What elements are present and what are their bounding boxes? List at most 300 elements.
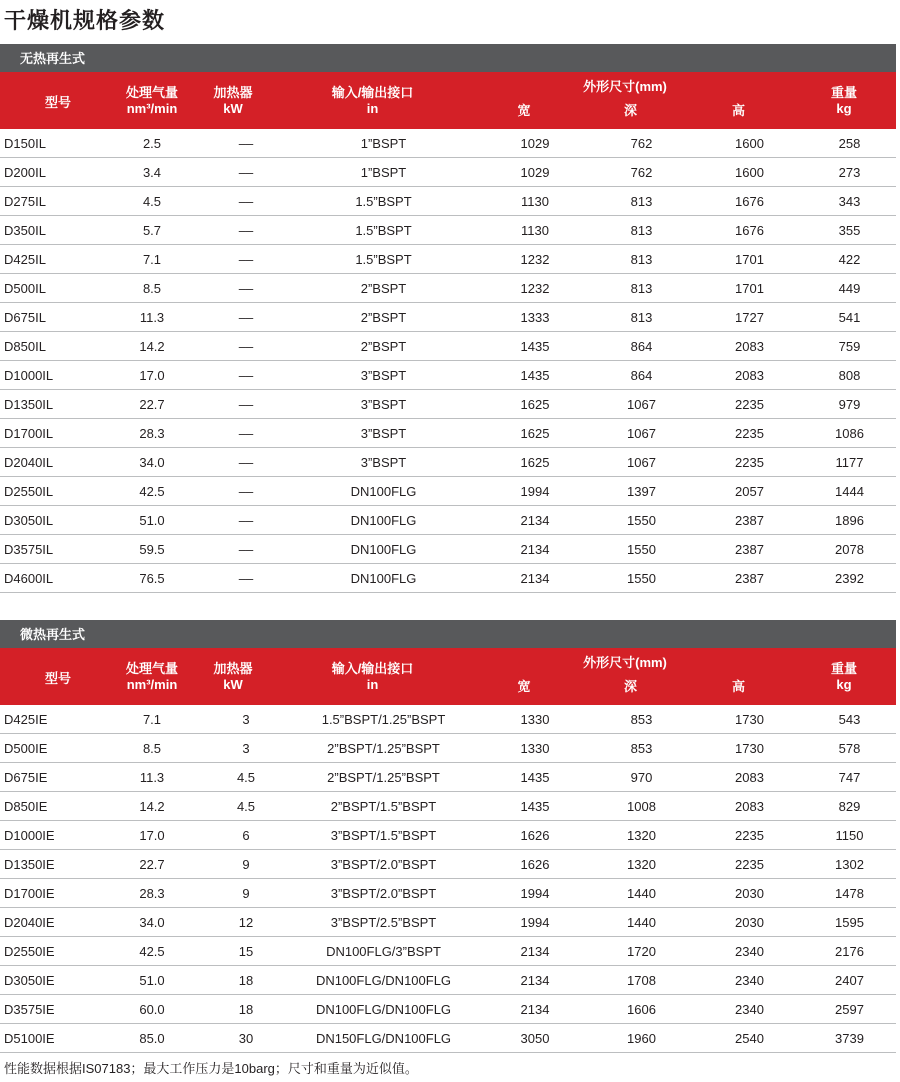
table-cell: 1550: [587, 535, 696, 564]
spec-section: [0, 44, 896, 593]
header-label: 宽: [517, 103, 531, 118]
header-cell: [500, 79, 750, 95]
spec-section: [0, 620, 896, 1053]
table-row: [0, 821, 896, 850]
table-cell: 2235: [696, 448, 803, 477]
table-cell: 7.1: [96, 245, 208, 274]
header-label: 重量: [830, 661, 857, 676]
table-cell: 1730: [696, 705, 803, 734]
table-cell: 1550: [587, 564, 696, 593]
table-row: [0, 937, 896, 966]
table-cell: ––: [208, 477, 284, 506]
table-cell: 343: [803, 187, 896, 216]
table-cell: 1606: [587, 995, 696, 1024]
table-cell: 3”BSPT/2.5”BSPT: [284, 908, 483, 937]
table-cell: 51.0: [96, 966, 208, 995]
table-cell: 22.7: [96, 850, 208, 879]
table-cell: 2235: [696, 850, 803, 879]
table-cell: 1320: [587, 821, 696, 850]
table-cell: 449: [803, 274, 896, 303]
table-cell: D1700IL: [0, 419, 96, 448]
table-cell: 2.5: [96, 129, 208, 158]
table-cell: 3”BSPT/1.5”BSPT: [284, 821, 483, 850]
table-cell: D2040IE: [0, 908, 96, 937]
header-cell: [472, 679, 576, 695]
table-cell: 3739: [803, 1024, 896, 1053]
table-cell: ––: [208, 390, 284, 419]
table-cell: D1700IE: [0, 879, 96, 908]
table-cell: 1600: [696, 158, 803, 187]
table-cell: 1029: [483, 158, 587, 187]
table-row: [0, 792, 896, 821]
table-cell: ––: [208, 129, 284, 158]
table-cell: 3”BSPT: [284, 361, 483, 390]
table-cell: 1720: [587, 937, 696, 966]
table-cell: 1086: [803, 419, 896, 448]
table-row: [0, 303, 896, 332]
table-cell: ––: [208, 535, 284, 564]
table-cell: ––: [208, 187, 284, 216]
table-cell: 3”BSPT: [284, 390, 483, 419]
header-label: 输入/输出接口: [331, 85, 414, 100]
table-cell: 864: [587, 361, 696, 390]
table-cell: 11.3: [96, 763, 208, 792]
table-cell: 1177: [803, 448, 896, 477]
table-cell: 14.2: [96, 332, 208, 361]
table-cell: 6: [208, 821, 284, 850]
table-cell: 34.0: [96, 448, 208, 477]
table-cell: 2387: [696, 564, 803, 593]
table-cell: ––: [208, 506, 284, 535]
table-cell: 1550: [587, 506, 696, 535]
table-cell: 1896: [803, 506, 896, 535]
table-cell: 759: [803, 332, 896, 361]
table-cell: ––: [208, 158, 284, 187]
table-cell: 2”BSPT/1.25”BSPT: [284, 734, 483, 763]
header-unit: nm³/min: [126, 677, 178, 692]
header-cell: [576, 679, 685, 695]
table-cell: ––: [208, 564, 284, 593]
table-cell: 258: [803, 129, 896, 158]
table-cell: 1626: [483, 821, 587, 850]
table-cell: 2”BSPT/1.5”BSPT: [284, 792, 483, 821]
table-cell: 355: [803, 216, 896, 245]
table-cell: 2340: [696, 995, 803, 1024]
table-cell: 2057: [696, 477, 803, 506]
table-cell: 11.3: [96, 303, 208, 332]
table-cell: 4.5: [96, 187, 208, 216]
table-cell: 1676: [696, 216, 803, 245]
header-cell: [193, 661, 273, 693]
table-cell: 970: [587, 763, 696, 792]
table-cell: 1067: [587, 448, 696, 477]
table-row: [0, 332, 896, 361]
table-cell: 4.5: [208, 763, 284, 792]
table-cell: 9: [208, 850, 284, 879]
table-cell: 2134: [483, 966, 587, 995]
header-label: 高: [731, 103, 745, 118]
table-cell: 51.0: [96, 506, 208, 535]
table-header: [0, 648, 896, 705]
table-cell: ––: [208, 303, 284, 332]
header-label: 高: [731, 679, 745, 694]
table-cell: D675IE: [0, 763, 96, 792]
table-cell: 22.7: [96, 390, 208, 419]
table-cell: 1029: [483, 129, 587, 158]
table-cell: 1008: [587, 792, 696, 821]
table-cell: 762: [587, 129, 696, 158]
table-cell: D2040IL: [0, 448, 96, 477]
table-cell: 85.0: [96, 1024, 208, 1053]
table-row: [0, 448, 896, 477]
table-cell: 1626: [483, 850, 587, 879]
table-cell: 813: [587, 303, 696, 332]
table-cell: 18: [208, 966, 284, 995]
header-label: 加热器: [213, 85, 253, 100]
table-cell: 3: [208, 734, 284, 763]
table-row: [0, 734, 896, 763]
section-title: 无热再生式: [0, 44, 896, 72]
table-cell: 17.0: [96, 821, 208, 850]
spec-table: [0, 129, 896, 593]
table-cell: 1730: [696, 734, 803, 763]
table-row: [0, 245, 896, 274]
table-cell: DN100FLG: [284, 506, 483, 535]
table-cell: D2550IE: [0, 937, 96, 966]
table-cell: D150IL: [0, 129, 96, 158]
table-cell: 1625: [483, 419, 587, 448]
table-cell: 7.1: [96, 705, 208, 734]
table-cell: 2176: [803, 937, 896, 966]
table-row: [0, 995, 896, 1024]
table-cell: 2340: [696, 966, 803, 995]
table-cell: 578: [803, 734, 896, 763]
table-cell: 30: [208, 1024, 284, 1053]
table-cell: DN100FLG: [284, 477, 483, 506]
header-cell: [685, 103, 792, 119]
header-unit: in: [366, 677, 379, 692]
header-cell: [96, 85, 208, 117]
table-cell: 1.5”BSPT/1.25”BSPT: [284, 705, 483, 734]
table-cell: 2134: [483, 535, 587, 564]
table-cell: 34.0: [96, 908, 208, 937]
header-label: 外形尺寸(mm): [583, 79, 667, 94]
table-cell: DN100FLG: [284, 564, 483, 593]
table-cell: 1994: [483, 879, 587, 908]
table-cell: 1150: [803, 821, 896, 850]
table-cell: D2550IL: [0, 477, 96, 506]
header-label: 型号: [44, 671, 71, 686]
table-cell: D1350IE: [0, 850, 96, 879]
header-cell: [792, 85, 896, 117]
table-cell: 813: [587, 274, 696, 303]
table-cell: 2083: [696, 332, 803, 361]
table-cell: 18: [208, 995, 284, 1024]
table-cell: 1625: [483, 390, 587, 419]
table-cell: 1600: [696, 129, 803, 158]
table-cell: 1595: [803, 908, 896, 937]
table-cell: D850IE: [0, 792, 96, 821]
table-cell: 1067: [587, 390, 696, 419]
table-cell: 853: [587, 705, 696, 734]
table-cell: D350IL: [0, 216, 96, 245]
table-cell: 1994: [483, 477, 587, 506]
table-cell: 3050: [483, 1024, 587, 1053]
table-cell: 1478: [803, 879, 896, 908]
table-cell: 2340: [696, 937, 803, 966]
table-cell: 2078: [803, 535, 896, 564]
table-cell: DN100FLG/3”BSPT: [284, 937, 483, 966]
table-cell: 2134: [483, 995, 587, 1024]
table-row: [0, 1024, 896, 1053]
table-cell: 1676: [696, 187, 803, 216]
table-cell: D4600IL: [0, 564, 96, 593]
table-cell: D200IL: [0, 158, 96, 187]
table-row: [0, 477, 896, 506]
table-cell: 2235: [696, 419, 803, 448]
table-cell: 1330: [483, 734, 587, 763]
table-row: [0, 216, 896, 245]
page-title: 干燥机规格参数: [4, 8, 166, 33]
table-cell: 762: [587, 158, 696, 187]
table-cell: 747: [803, 763, 896, 792]
footnote: 性能数据根据IS07183；最大工作压力是10barg；尺寸和重量为近似值。: [4, 1061, 418, 1076]
table-cell: 5.7: [96, 216, 208, 245]
table-cell: 1708: [587, 966, 696, 995]
table-cell: 8.5: [96, 734, 208, 763]
table-cell: 2235: [696, 821, 803, 850]
header-cell: [500, 655, 750, 671]
header-label: 处理气量: [125, 85, 178, 100]
table-cell: 8.5: [96, 274, 208, 303]
table-cell: 3”BSPT/2.0”BSPT: [284, 850, 483, 879]
table-cell: 14.2: [96, 792, 208, 821]
table-cell: DN100FLG/DN100FLG: [284, 966, 483, 995]
table-cell: 15: [208, 937, 284, 966]
table-cell: 2540: [696, 1024, 803, 1053]
table-cell: 2134: [483, 937, 587, 966]
table-row: [0, 966, 896, 995]
table-cell: D3575IE: [0, 995, 96, 1024]
table-cell: 1435: [483, 763, 587, 792]
header-unit: in: [366, 101, 379, 116]
header-cell: [273, 661, 472, 693]
section-title: 微热再生式: [0, 620, 896, 648]
table-cell: 3”BSPT: [284, 419, 483, 448]
header-label: 加热器: [213, 661, 253, 676]
table-cell: 2597: [803, 995, 896, 1024]
table-row: [0, 506, 896, 535]
table-cell: 2134: [483, 564, 587, 593]
table-cell: 4.5: [208, 792, 284, 821]
table-cell: ––: [208, 448, 284, 477]
table-cell: 813: [587, 216, 696, 245]
table-row: [0, 763, 896, 792]
table-cell: 1435: [483, 361, 587, 390]
table-cell: 813: [587, 187, 696, 216]
table-row: [0, 850, 896, 879]
table-cell: D425IE: [0, 705, 96, 734]
header-label: 外形尺寸(mm): [583, 655, 667, 670]
table-cell: D3575IL: [0, 535, 96, 564]
table-cell: 422: [803, 245, 896, 274]
table-cell: 1130: [483, 216, 587, 245]
table-cell: D1350IL: [0, 390, 96, 419]
table-cell: 1320: [587, 850, 696, 879]
table-cell: 1232: [483, 245, 587, 274]
table-cell: 1130: [483, 187, 587, 216]
table-cell: 541: [803, 303, 896, 332]
header-cell: [685, 679, 792, 695]
table-cell: DN100FLG: [284, 535, 483, 564]
header-cell: [193, 85, 273, 117]
table-cell: 273: [803, 158, 896, 187]
table-cell: 813: [587, 245, 696, 274]
header-unit: kW: [223, 677, 243, 692]
table-cell: 1440: [587, 908, 696, 937]
table-cell: D3050IE: [0, 966, 96, 995]
table-cell: 808: [803, 361, 896, 390]
table-cell: 2083: [696, 361, 803, 390]
table-cell: 1067: [587, 419, 696, 448]
table-cell: 1701: [696, 245, 803, 274]
table-row: [0, 129, 896, 158]
header-cell: [96, 661, 208, 693]
table-cell: 1727: [696, 303, 803, 332]
table-cell: 1960: [587, 1024, 696, 1053]
table-cell: 1”BSPT: [284, 158, 483, 187]
spec-table: [0, 705, 896, 1053]
table-header: [0, 72, 896, 129]
table-cell: 2030: [696, 879, 803, 908]
table-cell: 1435: [483, 792, 587, 821]
table-cell: 42.5: [96, 937, 208, 966]
table-row: [0, 705, 896, 734]
table-cell: 28.3: [96, 419, 208, 448]
table-cell: 2030: [696, 908, 803, 937]
header-cell: [273, 85, 472, 117]
header-label: 输入/输出接口: [331, 661, 414, 676]
header-cell: [792, 661, 896, 693]
table-cell: 2392: [803, 564, 896, 593]
table-cell: D275IL: [0, 187, 96, 216]
table-row: [0, 535, 896, 564]
table-cell: 2134: [483, 506, 587, 535]
table-row: [0, 564, 896, 593]
table-cell: D850IL: [0, 332, 96, 361]
table-cell: 9: [208, 879, 284, 908]
table-cell: 2083: [696, 763, 803, 792]
table-cell: 1.5”BSPT: [284, 187, 483, 216]
table-cell: 2”BSPT/1.25”BSPT: [284, 763, 483, 792]
table-cell: 864: [587, 332, 696, 361]
table-row: [0, 879, 896, 908]
table-cell: 76.5: [96, 564, 208, 593]
table-cell: 3: [208, 705, 284, 734]
header-unit: nm³/min: [126, 101, 178, 116]
table-cell: 28.3: [96, 879, 208, 908]
table-cell: ––: [208, 245, 284, 274]
table-cell: 1330: [483, 705, 587, 734]
header-cell: [472, 103, 576, 119]
table-cell: 2083: [696, 792, 803, 821]
table-cell: 2”BSPT: [284, 274, 483, 303]
header-label: 深: [623, 103, 637, 118]
table-cell: 1701: [696, 274, 803, 303]
table-cell: 3.4: [96, 158, 208, 187]
header-label: 处理气量: [125, 661, 178, 676]
table-row: [0, 274, 896, 303]
table-cell: 2387: [696, 535, 803, 564]
table-cell: 1”BSPT: [284, 129, 483, 158]
table-row: [0, 908, 896, 937]
header-label: 重量: [830, 85, 857, 100]
header-unit: kW: [223, 101, 243, 116]
table-cell: DN150FLG/DN100FLG: [284, 1024, 483, 1053]
table-cell: ––: [208, 216, 284, 245]
table-cell: 1994: [483, 908, 587, 937]
table-cell: 1.5”BSPT: [284, 216, 483, 245]
table-cell: 3”BSPT: [284, 448, 483, 477]
table-cell: 17.0: [96, 361, 208, 390]
table-cell: D1000IE: [0, 821, 96, 850]
table-cell: 829: [803, 792, 896, 821]
table-row: [0, 361, 896, 390]
table-cell: 543: [803, 705, 896, 734]
table-row: [0, 187, 896, 216]
table-cell: 853: [587, 734, 696, 763]
table-cell: ––: [208, 361, 284, 390]
table-cell: 1.5”BSPT: [284, 245, 483, 274]
table-cell: D3050IL: [0, 506, 96, 535]
table-cell: 1440: [587, 879, 696, 908]
table-cell: D500IE: [0, 734, 96, 763]
table-cell: D5100IE: [0, 1024, 96, 1053]
table-cell: 1435: [483, 332, 587, 361]
table-cell: 1397: [587, 477, 696, 506]
header-label: 宽: [517, 679, 531, 694]
table-cell: 979: [803, 390, 896, 419]
table-cell: 1302: [803, 850, 896, 879]
table-row: [0, 158, 896, 187]
table-cell: D500IL: [0, 274, 96, 303]
table-cell: 1444: [803, 477, 896, 506]
table-cell: D1000IL: [0, 361, 96, 390]
table-row: [0, 419, 896, 448]
table-cell: 1625: [483, 448, 587, 477]
table-cell: 2387: [696, 506, 803, 535]
table-cell: D675IL: [0, 303, 96, 332]
table-cell: 2”BSPT: [284, 303, 483, 332]
table-row: [0, 390, 896, 419]
table-cell: 1232: [483, 274, 587, 303]
table-cell: 60.0: [96, 995, 208, 1024]
table-cell: 2235: [696, 390, 803, 419]
table-cell: 59.5: [96, 535, 208, 564]
table-cell: 42.5: [96, 477, 208, 506]
header-unit: kg: [836, 677, 852, 692]
table-cell: ––: [208, 274, 284, 303]
table-cell: 2407: [803, 966, 896, 995]
table-cell: 2”BSPT: [284, 332, 483, 361]
table-cell: ––: [208, 332, 284, 361]
table-cell: D425IL: [0, 245, 96, 274]
header-label: 型号: [44, 95, 71, 110]
header-label: 深: [623, 679, 637, 694]
table-cell: 12: [208, 908, 284, 937]
header-cell: [576, 103, 685, 119]
table-cell: 1333: [483, 303, 587, 332]
